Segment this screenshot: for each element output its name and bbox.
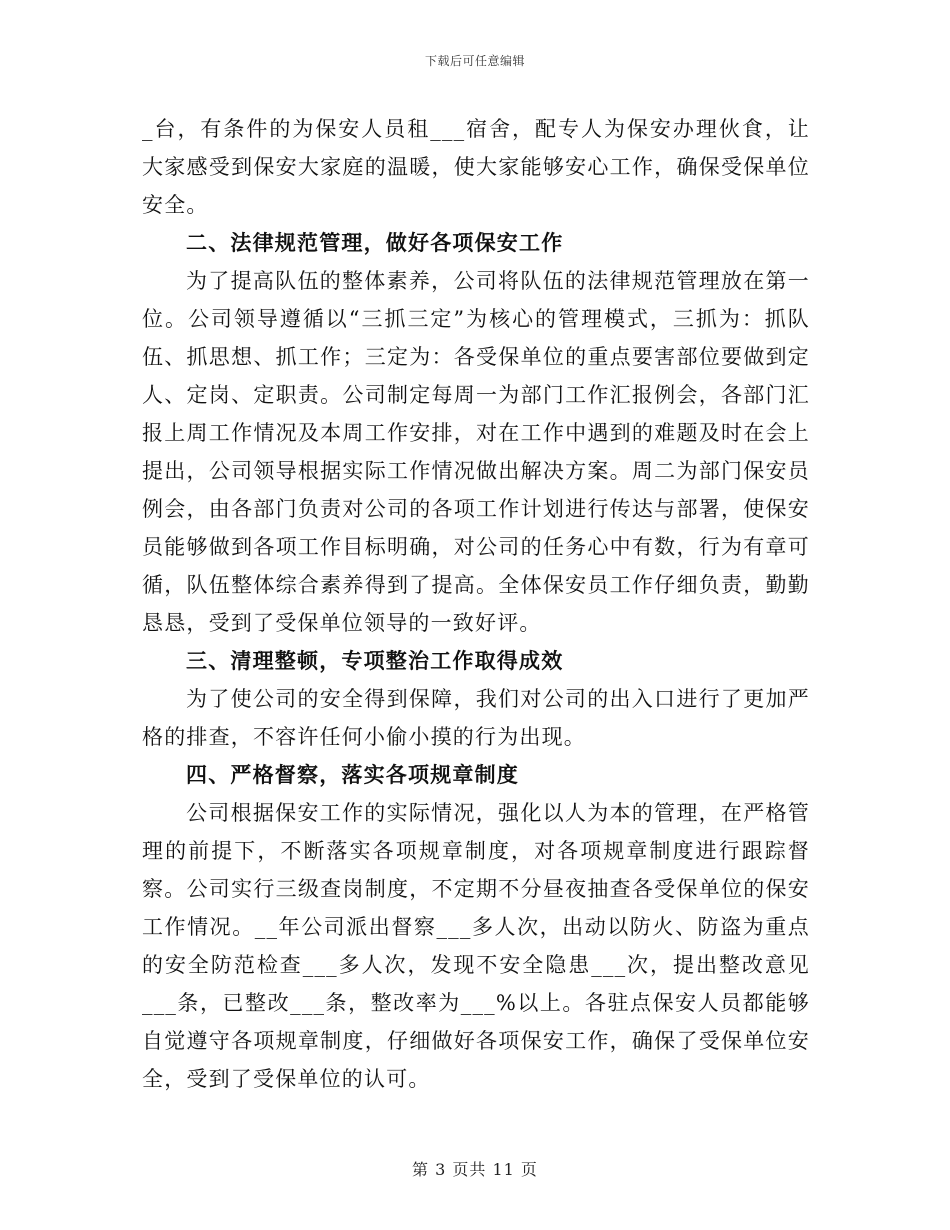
paragraph-rectification: 为了使公司的安全得到保障，我们对公司的出入口进行了更加严格的排查，不容许任何小偷小摸的行为出现。 xyxy=(142,687,810,749)
page-header: 下载后可任意编辑 xyxy=(424,54,525,68)
section-heading-2: 二、法律规范管理，做好各项保安工作 xyxy=(186,230,564,255)
page-number: 第 3 页共 11 页 xyxy=(412,1160,538,1179)
paragraph-supervision: 公司根据保安工作的实际情况，强化以人为本的管理，在严格管理的前提下，不断落实各项规章制度，对各项规章制度进行跟踪督察。公司实行三级查岗制度，不定期不分昼夜抽查各受保单位的保安工作情况。__年公司派出督察___多人次，出动以防火、防盗为重点的安全防范检查___多人次，发现不安全隐患___次，提出整改意见___条，已整改___条，整改率为___%以上。各驻点保安人员都能够自觉遵守各项规章制度，仔细做好各项保安工作，确保了受保单位安全，受到了受保单位的认可。 xyxy=(142,801,810,1091)
section-heading-3: 三、清理整顿，专项整治工作取得成效 xyxy=(186,648,564,673)
paragraph-legal-management: 为了提高队伍的整体素养，公司将队伍的法律规范管理放在第一位。公司领导遵循以“三抓三定”为核心的管理模式，三抓为：抓队伍、抓思想、抓工作；三定为：各受保单位的重点要害部位要做到定人、定岗、定职责。公司制定每周一为部门工作汇报例会，各部门汇报上周工作情况及本周工作安排，对在工作中遇到的难题及时在会上提出，公司领导根据实际工作情况做出解决方案。周二为部门保安员例会，由各部门负责对公司的各项工作计划进行传达与部署，使保安员能够做到各项工作目标明确，对公司的任务心中有数，行为有章可循，队伍整体综合素养得到了提高。全体保安员工作仔细负责，勤勤恳恳，受到了受保单位领导的一致好评。 xyxy=(142,269,810,635)
document-body xyxy=(142,110,810,1098)
paragraph-continuation: _台，有条件的为保安人员租___宿舍，配专人为保安办理伙食，让大家感受到保安大家庭的温暖，使大家能够安心工作，确保受保单位安全。 xyxy=(142,117,810,217)
section-heading-4: 四、严格督察，落实各项规章制度 xyxy=(186,762,519,787)
